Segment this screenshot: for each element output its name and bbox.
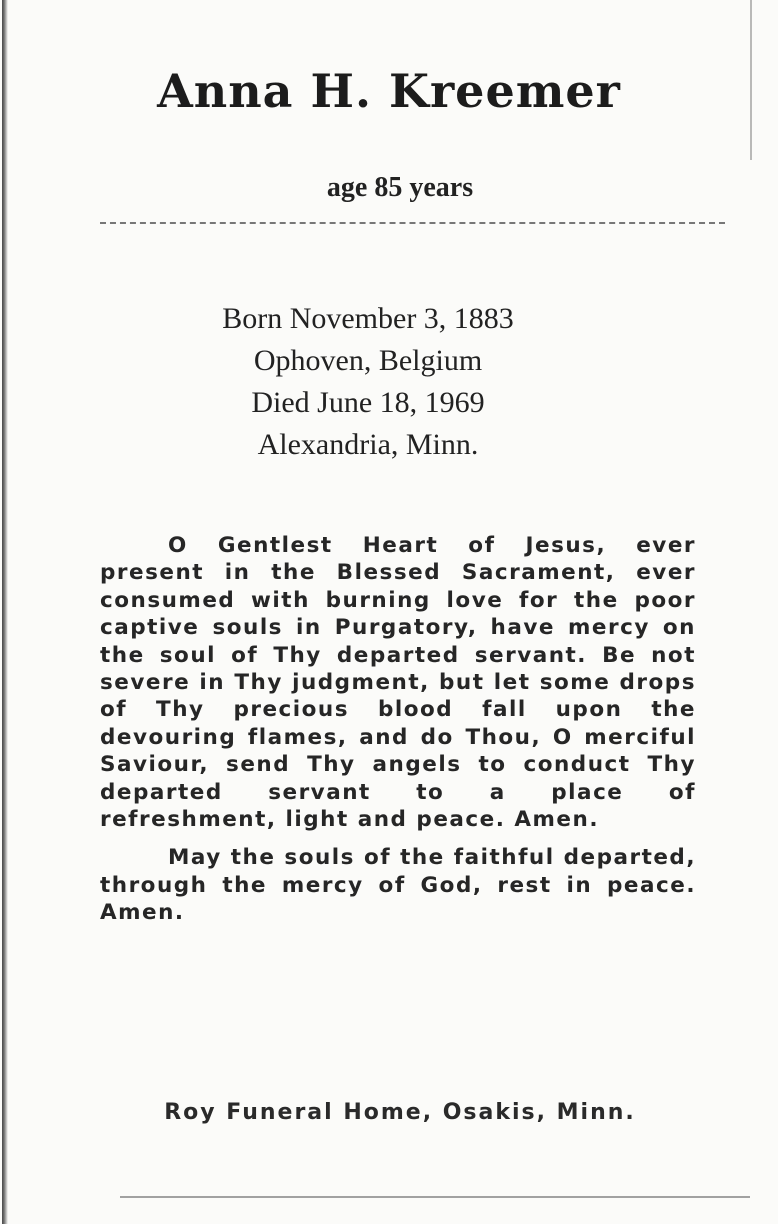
dates-block xyxy=(0,298,736,466)
bottom-rule xyxy=(120,1196,750,1198)
prayer-paragraph: May the souls of the faithful departed, through the mercy of God, rest in peace. Amen. xyxy=(100,845,696,926)
death-place: Alexandria, Minn. xyxy=(257,428,479,461)
funeral-home: Roy Funeral Home, Osakis, Minn. xyxy=(164,1100,636,1125)
header-divider xyxy=(100,222,725,224)
birth-place: Ophoven, Belgium xyxy=(253,344,483,377)
death-date: Died June 18, 1969 xyxy=(251,386,485,419)
age-line: age 85 years xyxy=(326,172,474,203)
prayer-paragraph: O Gentlest Heart of Jesus, ever present in the Blessed Sacrament, ever consumed with burning love for the poor captive souls in Purgatory, have mercy on the soul of Thy departed servant. Be not severe in Thy judgment, but let some drops of Thy precious blood fall upon the devouring flames, and do Thou, O merciful Saviour, send Thy angels to conduct Thy departed servant to a place of refreshment, light and peace. Amen. xyxy=(100,533,696,833)
deceased-name: Anna H. Kreemer xyxy=(157,64,621,118)
birth-date: Born November 3, 1883 xyxy=(222,302,514,335)
prayer-text xyxy=(100,532,696,927)
